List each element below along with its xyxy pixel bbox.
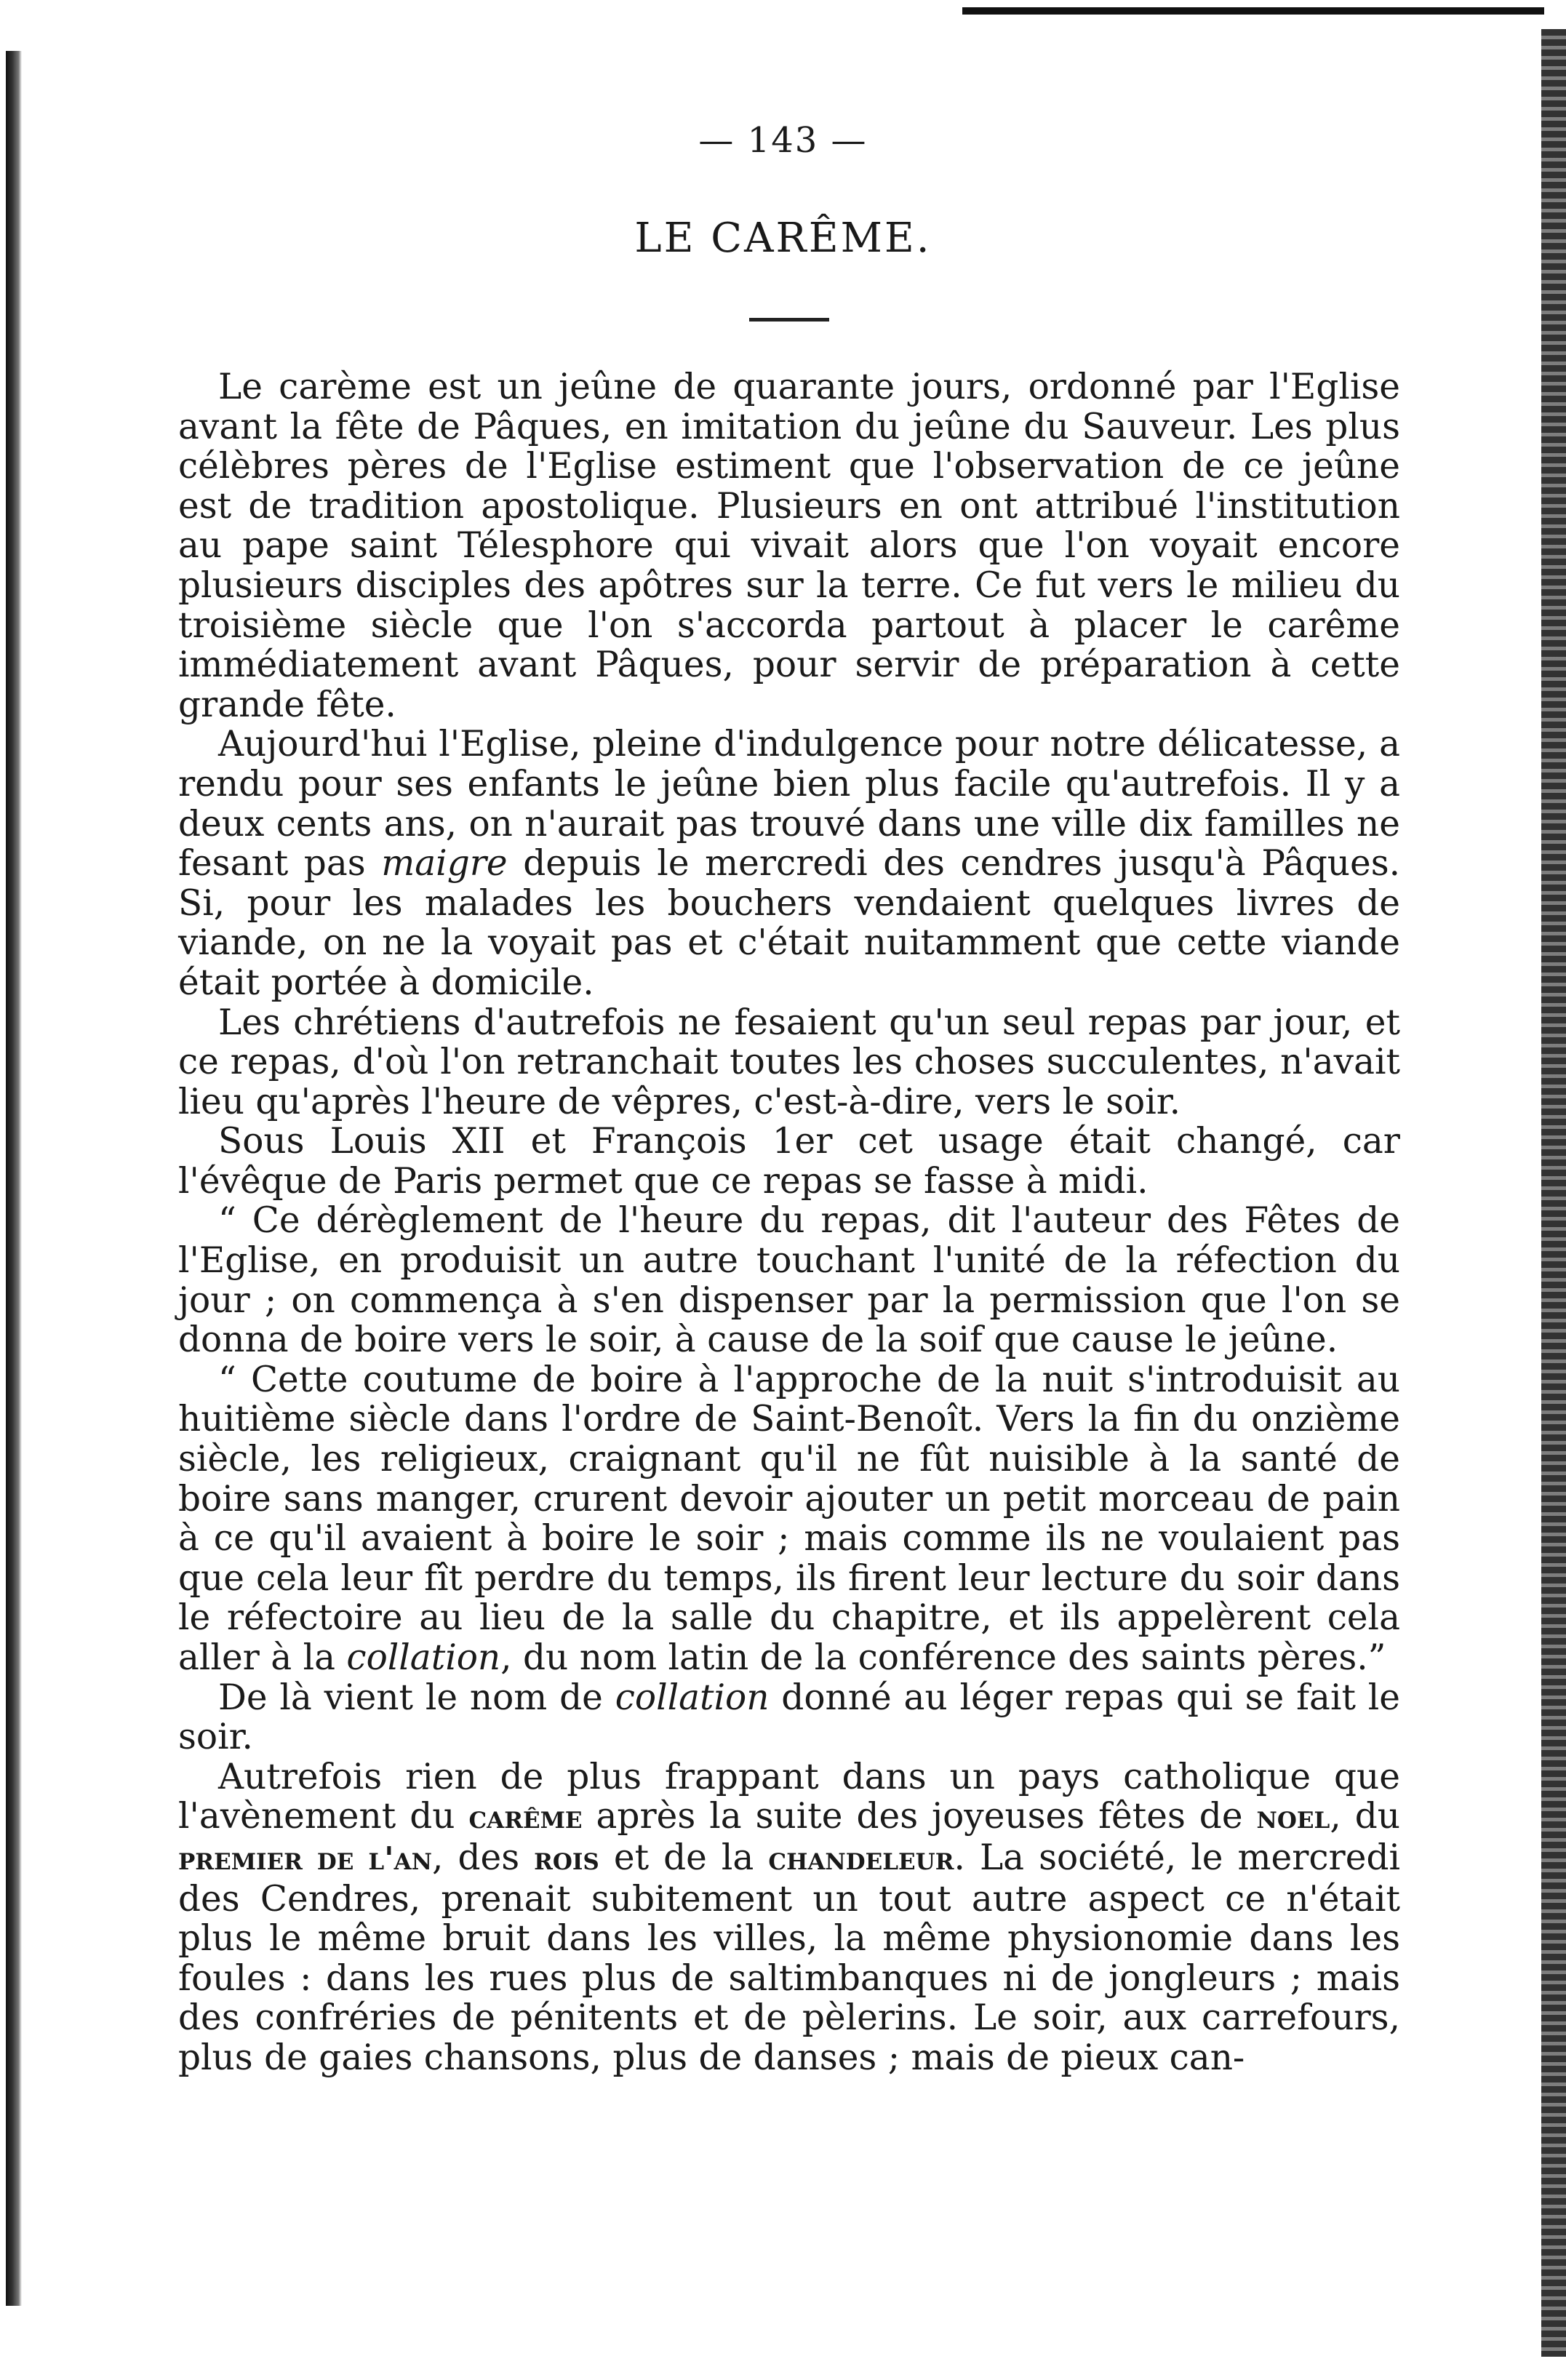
chapter-title: LE CARÊME.: [634, 215, 932, 262]
paragraph-6-text-b: , du nom latin de la conférence des saints pères.”: [500, 1637, 1386, 1678]
top-scan-artifact: [962, 7, 1544, 15]
paragraph-3: Les chrétiens d'autrefois ne fesaient qu'un seul repas par jour, et ce repas, d'où l'on retranchait toutes les choses succulentes, n'avait lieu qu'après l'heure de vêpres, c'est-à-dire, vers le soir.: [178, 1002, 1400, 1122]
paragraph-7-text-a: De là vient le nom de: [218, 1677, 615, 1718]
paragraph-5: “ Ce dérèglement de l'heure du repas, dit l'auteur des Fêtes de l'Eglise, en produisit un autre touchant l'unité de la réfection du jour ; on commença à s'en dispenser par la permission que l'on se donna de boire vers le soir, à cause de la soif que cause le jeûne.: [178, 1200, 1400, 1361]
page-number: — 143 —: [698, 120, 868, 161]
smallcaps-noel: noel: [1256, 1799, 1330, 1837]
paragraph-8-text-e: et de la: [599, 1837, 769, 1878]
page-edge-shadow: [1541, 29, 1566, 2357]
paragraph-2-text-b: depuis le mercredi des cendres jusqu'à Pâques. Si, pour les malades les bouchers vendaient quelques livres de viande, on ne la voyait pas et c'était nuitamment que cette viande était portée à domicile.: [178, 843, 1401, 1003]
paragraph-8-text-f: . La société, le mercredi des Cendres, prenait subitement un tout autre aspect ce n'était plus le même bruit dans les villes, la même physionomie dans les foules : dans les rues plus de saltimbanques ni de jongleurs ; mais des confréries de pénitents et de pèlerins. Le soir, aux carrefours, plus de gaies chansons, plus de danses ; mais de pieux can-: [178, 1837, 1400, 2078]
paragraph-6-text-a: “ Cette coutume de boire à l'approche de la nuit s'introduisit au huitième siècle dans l'ordre de Saint-Benoît. Vers la fin du onzième siècle, les religieux, craignant qu'il ne fût nuisible à la santé de boire sans manger, crurent devoir ajouter un petit morceau de pain à ce qu'il avaient à boire le soir ; mais comme ils ne voulaient pas que cela leur fît perdre du temps, ils firent leur lecture du soir dans le réfectoire au lieu de la salle du chapitre, et ils appelèrent cela aller à la: [178, 1359, 1400, 1678]
paragraph-6: [178, 1360, 1400, 1678]
smallcaps-premier-de-lan: premier de l'an: [178, 1840, 432, 1877]
paragraph-2: [178, 724, 1400, 1002]
paragraph-2-text-a: Aujourd'hui l'Eglise, pleine d'indulgence pour notre délicatesse, a rendu pour ses enfants le jeûne bien plus facile qu'autrefois. Il y a deux cents ans, on n'aurait pas trouvé dans une ville dix familles ne fesant pas: [178, 724, 1400, 884]
paragraph-8-text-c: , du: [1330, 1796, 1400, 1837]
title-divider: [749, 318, 829, 322]
paragraph-4: Sous Louis XII et François 1er cet usage était changé, car l'évêque de Paris permet que ce repas se fasse à midi.: [178, 1121, 1400, 1202]
smallcaps-rois: rois: [534, 1840, 599, 1877]
body-text: [178, 367, 1400, 2078]
paragraph-7-text-b: donné au léger repas qui se fait le soir.: [178, 1677, 1400, 1758]
smallcaps-careme: carême: [468, 1799, 583, 1837]
paragraph-8-text-b: après la suite des joyeuses fêtes de: [582, 1796, 1257, 1837]
paragraph-7-italic: collation: [615, 1677, 770, 1718]
book-spine-shadow: [6, 51, 22, 2306]
paragraph-1: Le carème est un jeûne de quarante jours, ordonné par l'Eglise avant la fête de Pâques, en imitation du jeûne du Sauveur. Les plus célèbres pères de l'Eglise estiment que l'observation de ce jeûne est de tradition apostolique. Plusieurs en ont attribué l'institution au pape saint Télesphore qui vivait alors que l'on voyait encore plusieurs disciples des apôtres sur la terre. Ce fut vers le milieu du troisième siècle que l'on s'accorda partout à placer le carême immédiatement avant Pâques, pour servir de préparation à cette grande fête.: [178, 367, 1400, 725]
paragraph-8-text-a: Autrefois rien de plus frappant dans un pays catholique que l'avènement du: [178, 1756, 1400, 1837]
smallcaps-chandeleur: chandeleur: [768, 1840, 954, 1877]
paragraph-7: [178, 1678, 1400, 1757]
paragraph-8: [178, 1757, 1400, 2078]
paragraph-6-italic: collation: [346, 1637, 501, 1678]
paragraph-2-italic: maigre: [381, 843, 508, 884]
paragraph-8-text-d: , des: [431, 1837, 535, 1878]
